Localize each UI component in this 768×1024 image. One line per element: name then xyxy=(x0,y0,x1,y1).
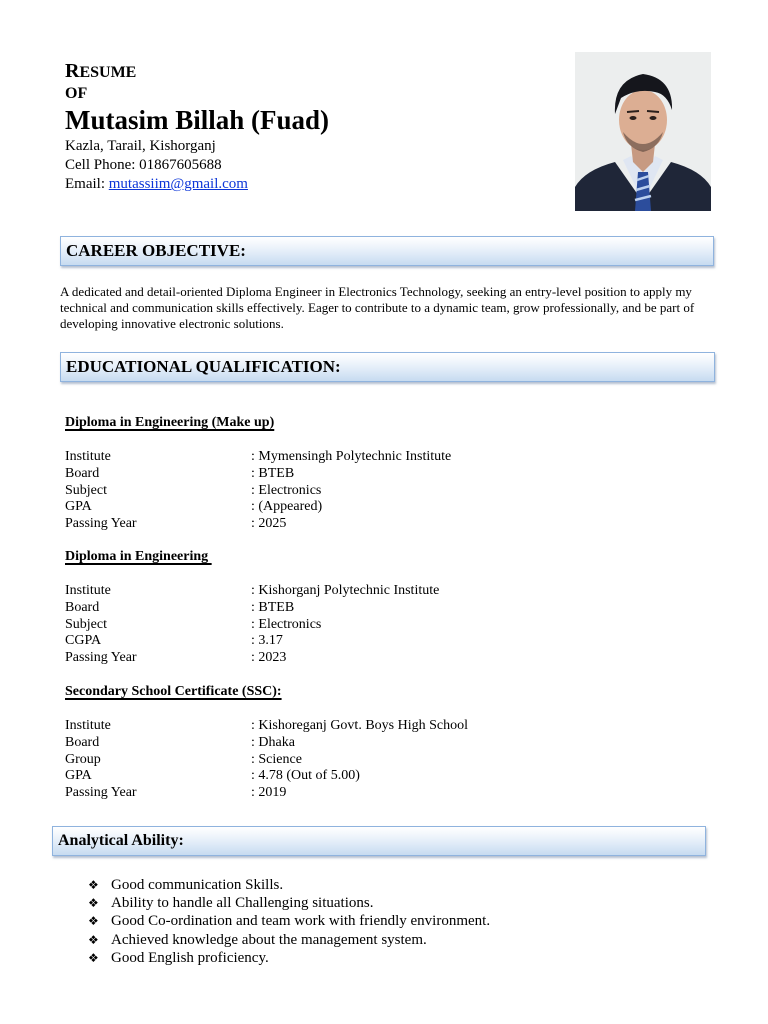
detail-label: GPA xyxy=(65,499,92,515)
detail-label: Institute xyxy=(65,718,111,733)
resume-title-of: OF xyxy=(65,85,88,102)
career-objective-heading: CAREER OBJECTIVE: xyxy=(60,236,714,266)
resume-title-rest: ESUME xyxy=(79,64,137,81)
profile-photo-drawing xyxy=(575,52,711,211)
detail-label: Passing Year xyxy=(65,650,137,666)
detail-value: : (Appeared) xyxy=(251,499,323,515)
detail-value: : Electronics xyxy=(251,616,322,632)
analytical-ability-heading: Analytical Ability: xyxy=(52,826,706,856)
detail-value: : 2019 xyxy=(251,785,287,801)
detail-label: Institute xyxy=(65,583,111,598)
detail-value: : 4.78 (Out of 5.00) xyxy=(251,768,360,784)
detail-label: Subject xyxy=(65,482,107,498)
resume-title-initial: R xyxy=(65,60,80,82)
diamond-bullet-icon: ❖ xyxy=(88,878,99,892)
detail-value: : 2023 xyxy=(251,650,287,666)
degree-title-diploma: Diploma in Engineering xyxy=(65,549,212,564)
detail-value: : Electronics xyxy=(251,482,322,498)
detail-value: : Science xyxy=(251,751,302,767)
list-item-text: Ability to handle all Challenging situations. xyxy=(111,895,374,912)
detail-label: Institute xyxy=(65,449,111,464)
phone: Cell Phone: 01867605688 xyxy=(65,157,222,173)
list-item-text: Achieved knowledge about the management system. xyxy=(111,931,427,948)
degree-title-diploma-makeup: Diploma in Engineering (Make up) xyxy=(65,415,275,430)
contact-block xyxy=(65,137,248,194)
detail-value: : BTEB xyxy=(251,465,295,481)
detail-label: Subject xyxy=(65,616,107,632)
email-link[interactable]: mutassiim@gmail.com xyxy=(108,176,248,192)
detail-value: : Mymensingh Polytechnic Institute xyxy=(251,449,452,464)
detail-label: Passing Year xyxy=(65,516,137,532)
list-item-text: Good communication Skills. xyxy=(111,877,284,893)
list-item-text: Good Co-ordination and team work with friendly environment. xyxy=(111,913,491,930)
detail-label: Board xyxy=(65,734,100,750)
detail-label: CGPA xyxy=(65,633,102,649)
detail-value: : 2025 xyxy=(251,516,287,532)
profile-photo xyxy=(575,52,711,211)
resume-title xyxy=(65,60,136,84)
email-line xyxy=(65,175,248,194)
email-label: Email: xyxy=(65,176,109,192)
detail-label: Board xyxy=(65,599,100,615)
list-item-text: Good English proficiency. xyxy=(111,949,269,966)
detail-value: : 3.17 xyxy=(251,633,283,649)
career-objective-text: A dedicated and detail-oriented Diploma Engineer in Electronics Technology, seeking an entry-level position to apply my technical and communication skills effectively. Eager to contribute to a dynamic team, grow professionally, and be part of developing innovative electronic solutions. xyxy=(60,284,695,331)
diamond-bullet-icon: ❖ xyxy=(88,932,99,947)
detail-value: : BTEB xyxy=(251,599,295,615)
detail-label: GPA xyxy=(65,768,92,784)
address: Kazla, Tarail, Kishorganj xyxy=(65,138,216,154)
detail-value: : Kishoreganj Govt. Boys High School xyxy=(251,718,468,733)
detail-label: Board xyxy=(65,465,100,481)
detail-label: Passing Year xyxy=(65,785,137,801)
detail-label: Group xyxy=(65,751,101,767)
detail-value: : Dhaka xyxy=(251,734,295,750)
degree-title-ssc: Secondary School Certificate (SSC): xyxy=(65,684,282,699)
detail-value: : Kishorganj Polytechnic Institute xyxy=(251,583,440,598)
diamond-bullet-icon: ❖ xyxy=(88,950,99,965)
candidate-name: Mutasim Billah (Fuad) xyxy=(65,105,330,135)
education-heading: EDUCATIONAL QUALIFICATION: xyxy=(60,352,715,382)
diamond-bullet-icon: ❖ xyxy=(88,914,99,929)
diamond-bullet-icon: ❖ xyxy=(88,896,99,911)
